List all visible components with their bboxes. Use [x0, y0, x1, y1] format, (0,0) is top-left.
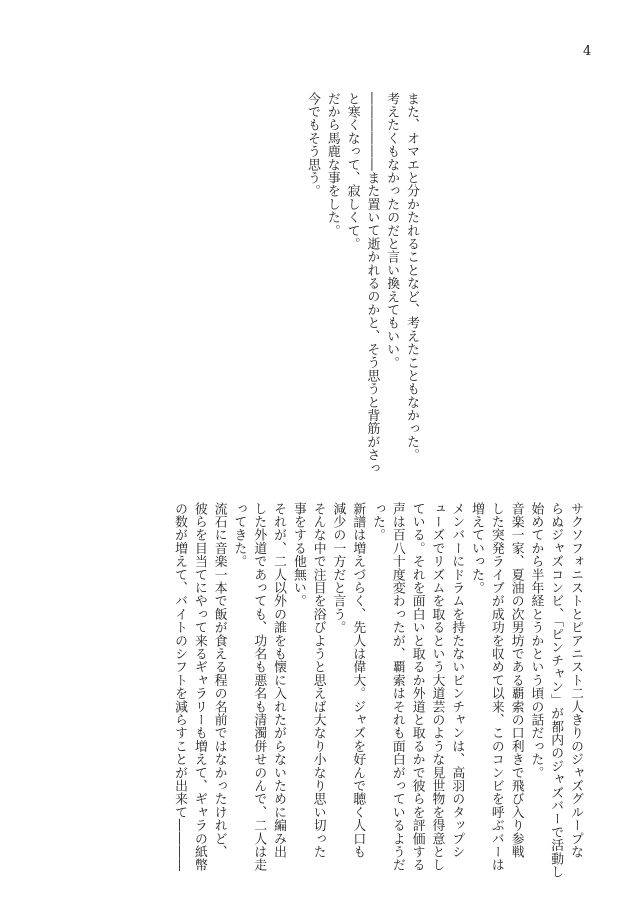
- page-number: 4: [583, 44, 592, 59]
- text-line: ――――――また置いて逝かれるのかと、そう思うと背筋がさっ: [364, 92, 380, 475]
- text-line: した外道であっても、功名も悪名も清濁併せのんで、二人は走: [251, 502, 267, 872]
- text-line: った。: [370, 502, 386, 542]
- text-line: だから馬鹿な事をした。: [324, 92, 340, 238]
- text-line: ってきた。: [231, 502, 247, 568]
- text-line: らぬジャズコンビ、「ピンチャン」が都内のジャズバーで活動し: [548, 502, 564, 879]
- text-line: した突発ライブが成功を収めて以来、このコンビを呼ぶバーは: [488, 502, 504, 872]
- text-line: また、オマエと分かたれることなど、考えたこともなかった。: [404, 92, 419, 462]
- text-line: そんな中で注目を浴びようと思えば大なり小なり思い切った: [310, 502, 326, 859]
- text-line: サクソフォニストとピアニスト二人きりのジャズグループな: [568, 502, 583, 859]
- text-line: 今でもそう思う。: [305, 92, 321, 198]
- text-line: と寒くなって、寂しくて。: [344, 92, 360, 251]
- text-line: ューズでリズムを取るという大道芸のような見世物を得意とし: [429, 502, 445, 872]
- text-line: 音楽一家、夏油の次男坊である覇索の口利きで飛び入り参戦: [508, 502, 524, 859]
- text-line: それが、二人以外の誰をも懐に入れたがらないために編み出: [271, 502, 287, 859]
- text-line: 増えていった。: [469, 502, 485, 595]
- text-line: メンバーにドラムを持たないピンチャンは、高羽のタップシ: [449, 502, 465, 859]
- text-line: 新譜は増えづらく、先人は偉大。ジャズを好んで聴く人口も: [350, 502, 366, 859]
- text-line: 事をする他無い。: [290, 502, 306, 608]
- text-line: 声は百八十度変わったが、覇索はそれも面白がっているようだ: [389, 502, 405, 872]
- text-line: 始めてから半年経とうかという頃の話だった。: [528, 502, 544, 780]
- text-line: 彼らを目当てにやって来るギャラリーも増えて、ギャラの紙幣: [191, 502, 207, 872]
- upper-text-block: [302, 92, 421, 475]
- text-line: 流石に音楽一本で飯が食える程の名前ではなかったけれど、: [211, 502, 227, 859]
- lower-text-block: [169, 502, 585, 879]
- text-line: 考えたくもなかったのだと言い換えてもいい。: [384, 92, 400, 370]
- text-line: ている。それを面白いと取るか外道と取るかで彼らを評価する: [409, 502, 425, 872]
- text-line: 減少の一方だと言う。: [330, 502, 346, 634]
- text-line: の数が増えて、バイトのシフトを減らすことが出来て――――: [172, 502, 188, 872]
